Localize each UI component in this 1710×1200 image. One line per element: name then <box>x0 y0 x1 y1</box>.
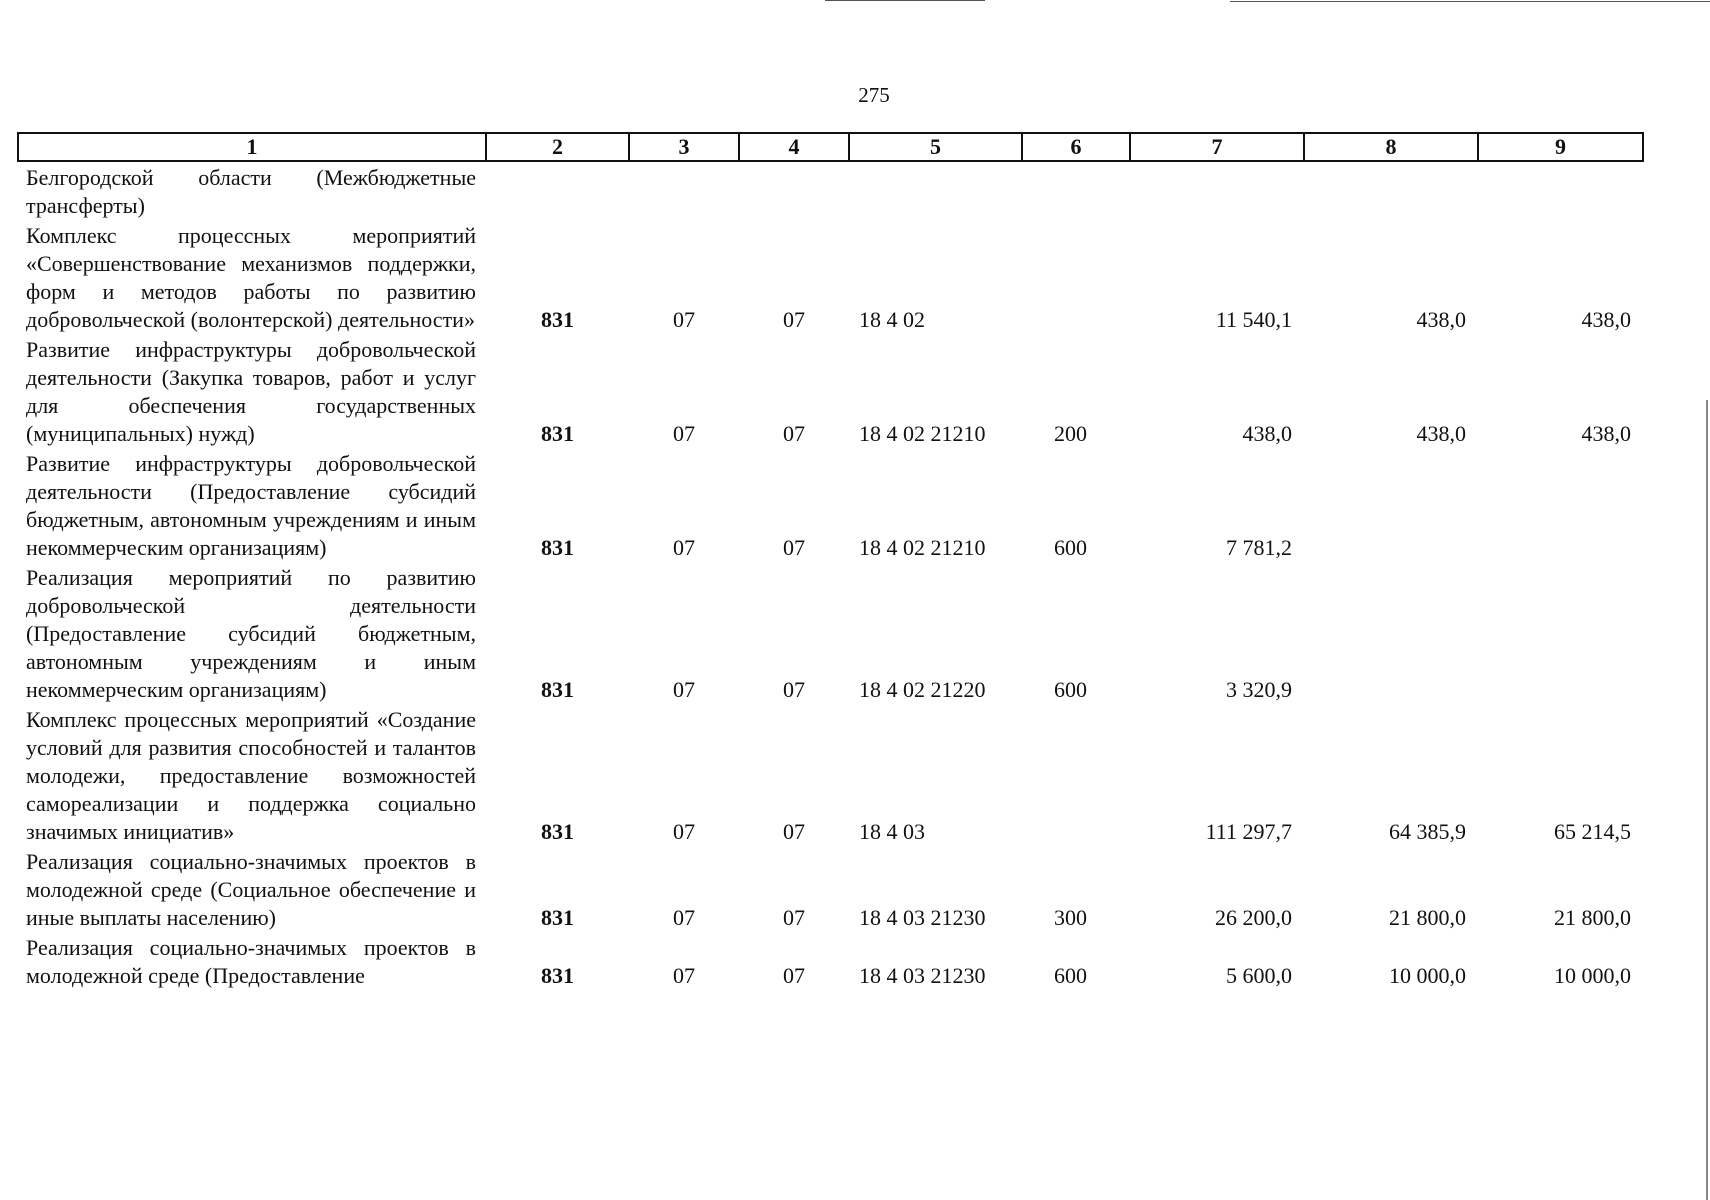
row-value-9: 10 000,0 <box>1554 963 1631 988</box>
row-code: 831 <box>541 535 574 560</box>
row-name: Развитие инфраструктуры добровольческой деятельности (Закупка товаров, работ и услуг для обеспечения государственных (муниципальных) нужд) <box>26 337 476 446</box>
column-header-3: 3 <box>629 133 739 161</box>
row-target-code: 18 4 03 <box>859 819 925 844</box>
table-row <box>18 932 1643 990</box>
row-value-7: 7 781,2 <box>1226 535 1292 560</box>
row-value-7 <box>1130 161 1304 220</box>
row-expense-type: 300 <box>1054 905 1087 930</box>
table-row <box>18 846 1643 932</box>
row-section: 07 <box>673 677 695 702</box>
row-code: 831 <box>541 819 574 844</box>
row-name: Комплекс процессных мероприятий «Совершенствование механизмов поддержки, форм и методов работы по развитию добровольческой (волонтерской) деятельности» <box>26 223 476 332</box>
column-header-7: 7 <box>1130 133 1304 161</box>
row-code: 831 <box>541 905 574 930</box>
row-subsection: 07 <box>783 535 805 560</box>
row-code: 831 <box>541 963 574 988</box>
row-expense-type: 600 <box>1054 677 1087 702</box>
row-name: Реализация мероприятий по развитию добровольческой деятельности (Предоставление субсидий бюджетным, автономным учреждениям и иным некоммерческим организациям) <box>26 565 476 702</box>
budget-table <box>17 132 1644 990</box>
row-value-8 <box>1304 161 1478 220</box>
row-subsection: 07 <box>783 819 805 844</box>
row-section: 07 <box>673 307 695 332</box>
row-value-8 <box>1304 448 1478 562</box>
row-subsection: 07 <box>783 421 805 446</box>
row-value-8 <box>1304 562 1478 704</box>
row-value-7: 11 540,1 <box>1215 307 1292 332</box>
row-section: 07 <box>673 963 695 988</box>
row-expense-type <box>1022 220 1130 334</box>
row-value-8: 438,0 <box>1416 421 1466 446</box>
row-expense-type: 600 <box>1054 535 1087 560</box>
row-target-code: 18 4 03 21230 <box>859 963 986 988</box>
row-value-9 <box>1478 562 1643 704</box>
row-target-code: 18 4 02 <box>859 307 925 332</box>
table-row <box>18 448 1643 562</box>
row-section <box>629 161 739 220</box>
row-code <box>486 161 629 220</box>
scan-artifact-line <box>1230 1 1710 2</box>
row-subsection: 07 <box>783 905 805 930</box>
row-name: Реализация социально-значимых проектов в молодежной среде (Предоставление <box>26 935 476 988</box>
table-row <box>18 562 1643 704</box>
table-row <box>18 220 1643 334</box>
row-expense-type <box>1022 704 1130 846</box>
row-value-9 <box>1478 448 1643 562</box>
row-target-code: 18 4 02 21220 <box>859 677 986 702</box>
row-value-7: 5 600,0 <box>1226 963 1292 988</box>
table-row <box>18 334 1643 448</box>
row-value-9: 21 800,0 <box>1554 905 1631 930</box>
row-subsection: 07 <box>783 963 805 988</box>
row-code: 831 <box>541 307 574 332</box>
row-section: 07 <box>673 905 695 930</box>
row-target-code: 18 4 02 21210 <box>859 535 986 560</box>
row-expense-type <box>1022 161 1130 220</box>
row-value-8: 10 000,0 <box>1389 963 1466 988</box>
row-section: 07 <box>673 819 695 844</box>
row-code: 831 <box>541 677 574 702</box>
column-header-9: 9 <box>1478 133 1643 161</box>
row-value-9: 438,0 <box>1581 307 1631 332</box>
row-value-7: 26 200,0 <box>1215 905 1292 930</box>
column-header-1: 1 <box>18 133 486 161</box>
row-value-8: 64 385,9 <box>1389 819 1466 844</box>
row-value-9: 438,0 <box>1581 421 1631 446</box>
row-section: 07 <box>673 421 695 446</box>
column-header-6: 6 <box>1022 133 1130 161</box>
row-code: 831 <box>541 421 574 446</box>
row-name: Реализация социально-значимых проектов в молодежной среде (Социальное обеспечение и иные выплаты населению) <box>26 849 476 930</box>
row-value-7: 3 320,9 <box>1226 677 1292 702</box>
scan-artifact-line <box>825 0 985 1</box>
row-subsection: 07 <box>783 677 805 702</box>
row-section: 07 <box>673 535 695 560</box>
row-value-8: 438,0 <box>1416 307 1466 332</box>
row-expense-type: 600 <box>1054 963 1087 988</box>
column-header-2: 2 <box>486 133 629 161</box>
column-header-8: 8 <box>1304 133 1478 161</box>
row-value-7: 438,0 <box>1242 421 1292 446</box>
row-expense-type: 200 <box>1054 421 1087 446</box>
row-value-8: 21 800,0 <box>1389 905 1466 930</box>
column-header-4: 4 <box>739 133 849 161</box>
row-value-9 <box>1478 161 1643 220</box>
row-subsection: 07 <box>783 307 805 332</box>
row-name: Белгородской области (Межбюджетные трансферты) <box>26 165 476 218</box>
column-header-5: 5 <box>849 133 1022 161</box>
row-value-9: 65 214,5 <box>1554 819 1631 844</box>
table-row <box>18 161 1643 220</box>
row-name: Комплекс процессных мероприятий «Создание условий для развития способностей и талантов молодежи, предоставление возможностей самореализации и поддержка социально значимых инициатив» <box>26 707 476 844</box>
scan-artifact-edge <box>1706 400 1708 1200</box>
page-number: 275 <box>858 83 890 107</box>
row-target-code <box>849 161 1022 220</box>
row-target-code: 18 4 03 21230 <box>859 905 986 930</box>
row-value-7: 111 297,7 <box>1205 819 1292 844</box>
row-name: Развитие инфраструктуры добровольческой деятельности (Предоставление субсидий бюджетным, автономным учреждениям и иным некоммерческим организациям) <box>26 451 476 560</box>
row-target-code: 18 4 02 21210 <box>859 421 986 446</box>
header-row <box>18 133 1643 161</box>
table-row <box>18 704 1643 846</box>
row-subsection <box>739 161 849 220</box>
